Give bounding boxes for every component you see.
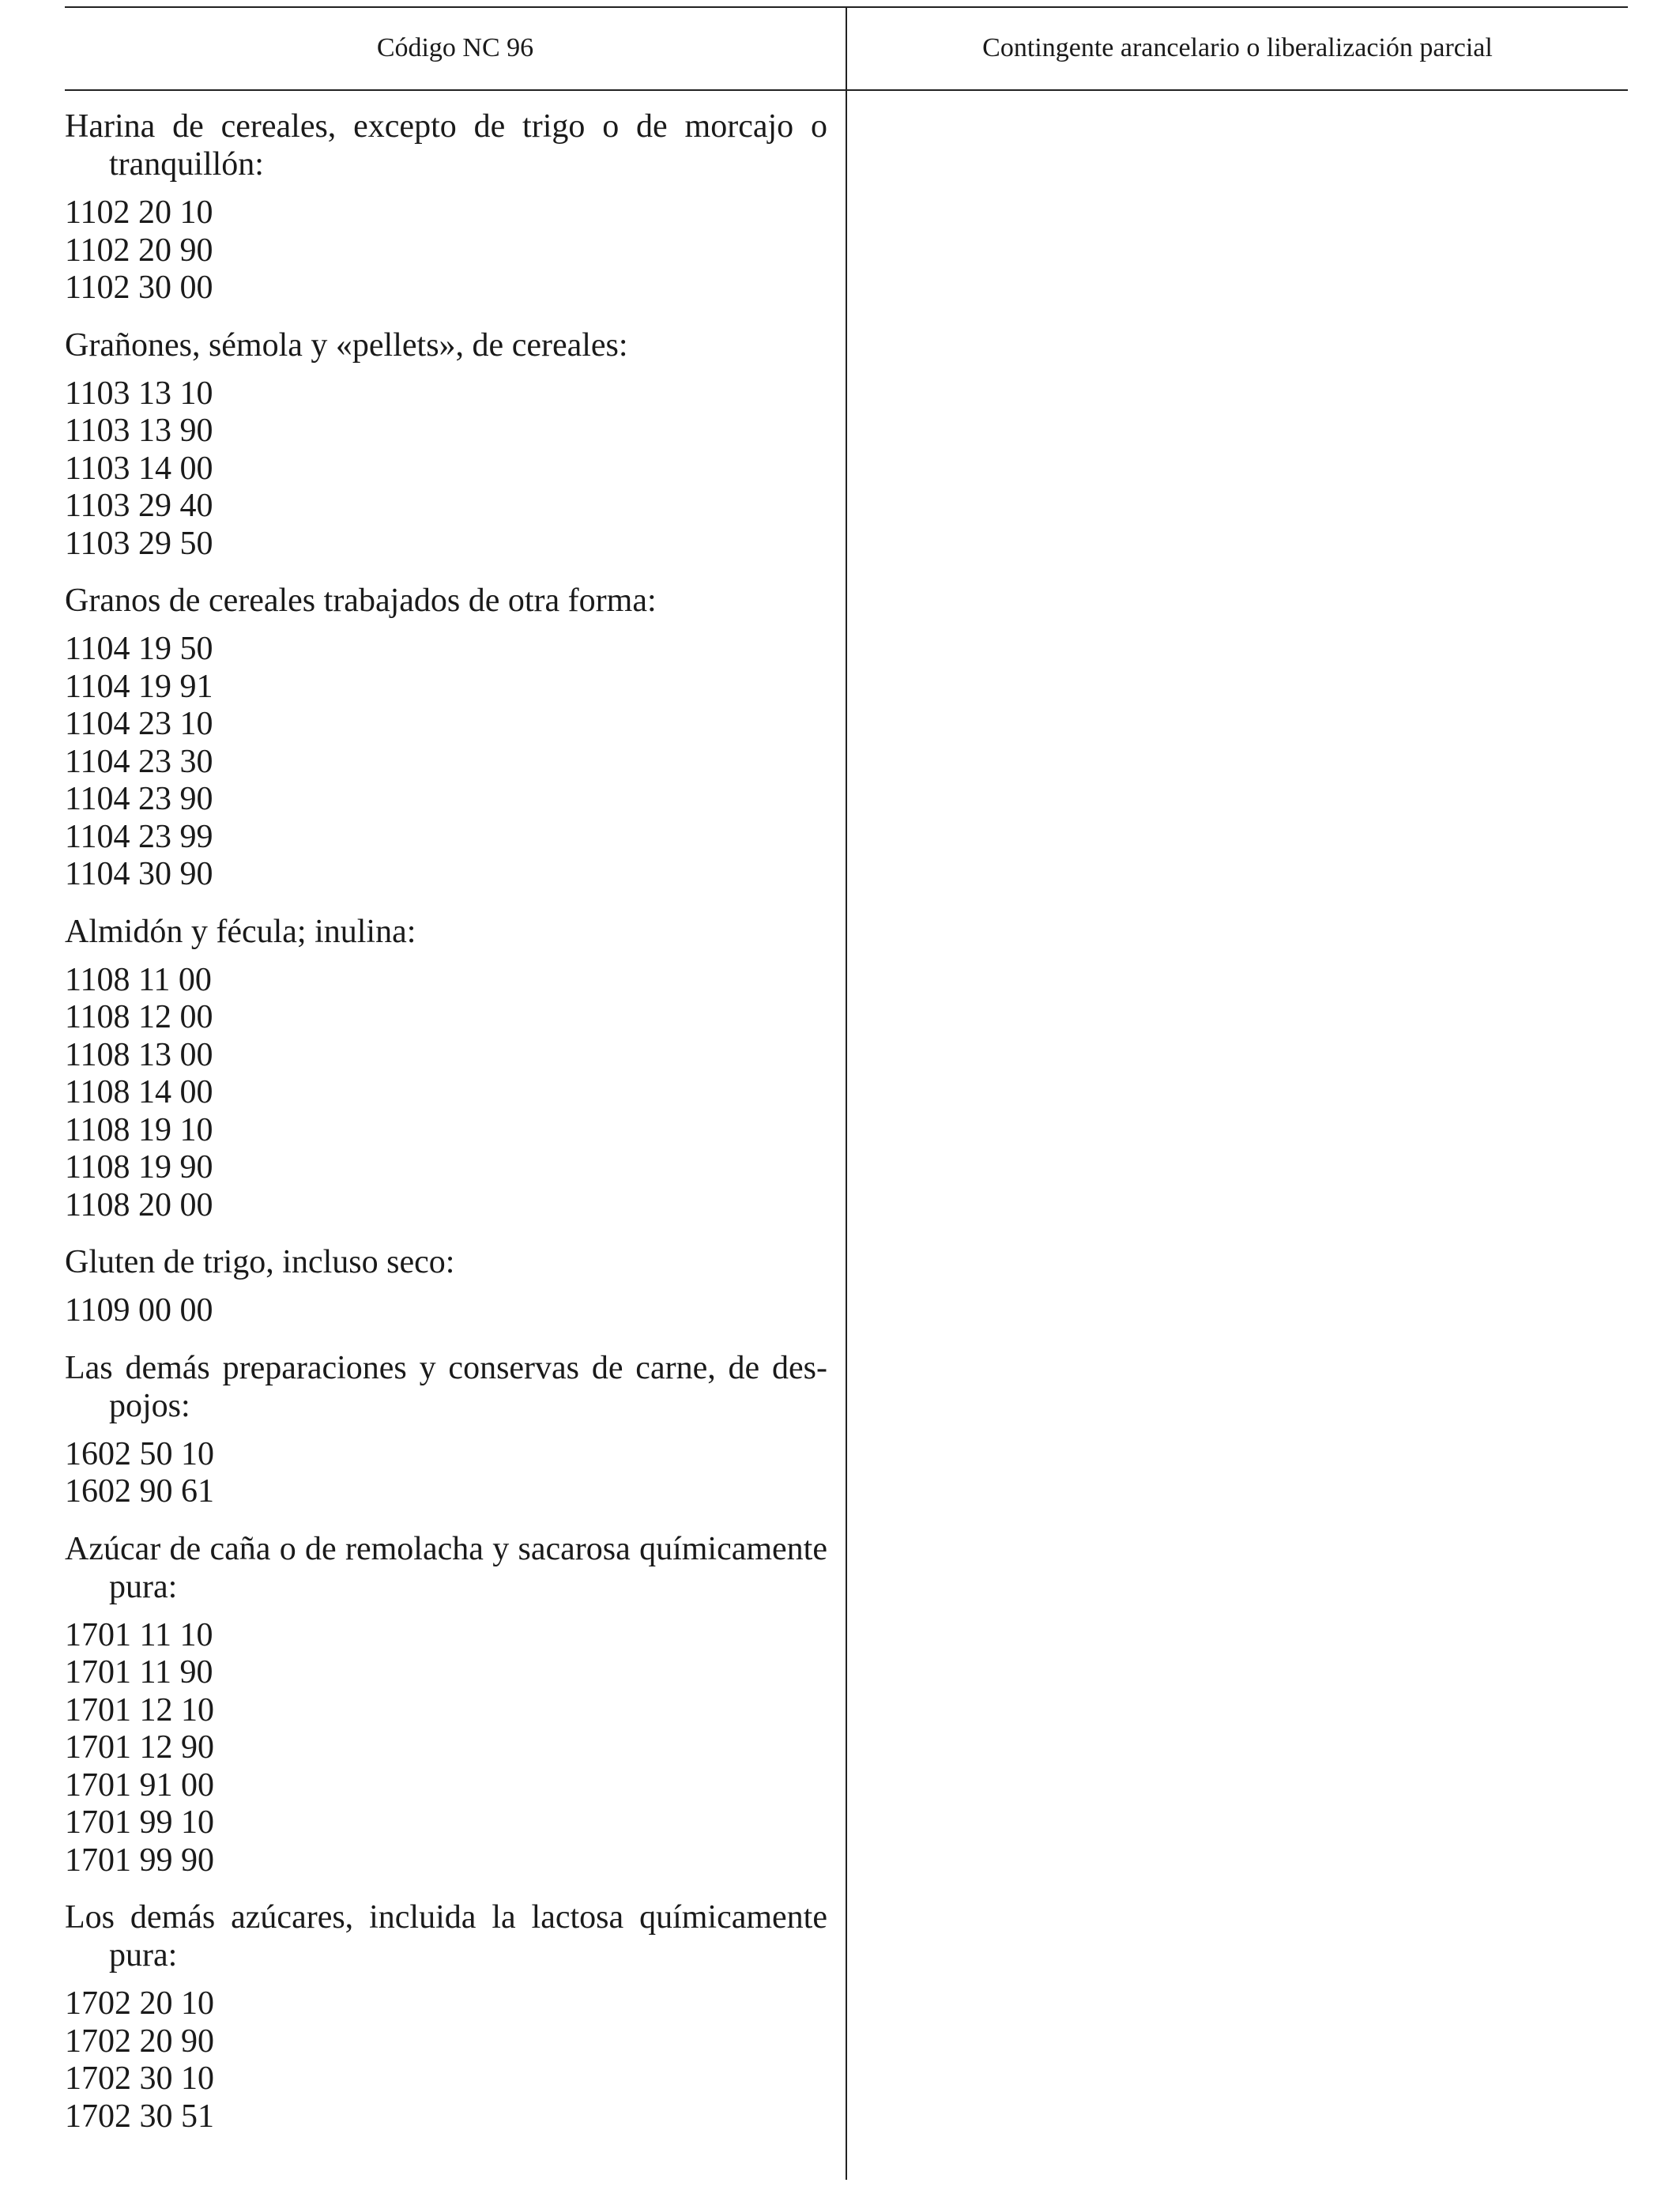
group-title: Las demás preparaciones y conservas de carne, de despojos:: [65, 1349, 827, 1424]
product-group: [65, 326, 827, 564]
cn-code: 1108 19 90: [65, 1149, 213, 1186]
code-column: [65, 107, 827, 2136]
cn-code: 1701 99 90: [65, 1842, 214, 1879]
cn-code: 1702 30 10: [65, 2060, 214, 2097]
cn-code: 1104 23 90: [65, 781, 213, 817]
code-list: [65, 194, 827, 307]
cn-code: 1108 20 00: [65, 1186, 213, 1223]
cn-code: 1104 19 50: [65, 631, 213, 667]
cn-code: 1102 20 90: [65, 232, 213, 269]
cn-code: 1108 13 00: [65, 1036, 213, 1073]
cn-code: 1702 30 51: [65, 2098, 214, 2135]
product-group: [65, 1349, 827, 1511]
cn-code: 1701 11 10: [65, 1616, 213, 1653]
cn-code: 1103 29 50: [65, 525, 213, 562]
code-list: [65, 631, 827, 894]
cn-code: 1104 19 91: [65, 668, 213, 705]
cn-code: 1108 19 10: [65, 1111, 213, 1148]
code-list: [65, 1292, 827, 1330]
product-group: [65, 582, 827, 894]
cn-code: 1103 29 40: [65, 488, 213, 524]
cn-code: 1108 12 00: [65, 999, 213, 1035]
product-group: [65, 107, 827, 307]
group-title: Azúcar de caña o de remolacha y sacarosa químicamente pura:: [65, 1530, 827, 1605]
code-list: [65, 1436, 827, 1511]
cn-code: 1103 13 90: [65, 413, 213, 449]
cn-code: 1602 90 61: [65, 1473, 214, 1510]
cn-code: 1104 23 99: [65, 818, 213, 855]
cn-code: 1104 23 10: [65, 706, 213, 742]
cn-code: 1602 50 10: [65, 1435, 214, 1472]
column-header-quota: Contingente arancelario o liberalización parcial: [982, 32, 1493, 62]
cn-code: 1701 12 90: [65, 1729, 214, 1766]
group-title: Grañones, sémola y «pellets», de cereales:: [65, 326, 628, 364]
cn-code: 1104 30 90: [65, 856, 213, 892]
group-title: Harina de cereales, excepto de trigo o de morcajo o tranquillón:: [65, 108, 827, 183]
cn-code: 1103 13 10: [65, 375, 213, 412]
cn-code: 1108 14 00: [65, 1074, 213, 1110]
cn-code: 1108 11 00: [65, 961, 212, 998]
cn-code: 1702 20 90: [65, 2022, 214, 2060]
cn-code: 1701 91 00: [65, 1766, 214, 1804]
cn-code: 1702 20 10: [65, 1985, 214, 2022]
column-divider: [846, 6, 847, 2180]
product-group: [65, 1530, 827, 1880]
code-list: [65, 375, 827, 564]
group-title: Granos de cereales trabajados de otra forma:: [65, 582, 657, 619]
code-list: [65, 1617, 827, 1880]
product-group: [65, 1898, 827, 2136]
cn-code: 1102 20 10: [65, 194, 213, 231]
cn-code: 1701 11 90: [65, 1654, 213, 1691]
cn-code: 1701 12 10: [65, 1691, 214, 1728]
group-title: Gluten de trigo, incluso seco:: [65, 1244, 455, 1280]
cn-code: 1109 00 00: [65, 1292, 213, 1329]
cn-code: 1103 14 00: [65, 450, 213, 487]
cn-code: 1701 99 10: [65, 1804, 214, 1841]
cn-code: 1104 23 30: [65, 743, 213, 780]
product-group: [65, 1243, 827, 1330]
column-header-code: Código NC 96: [376, 32, 534, 62]
group-title: Los demás azúcares, incluida la lactosa químicamente pura:: [65, 1899, 827, 1973]
group-title: Almidón y fécula; inulina:: [65, 913, 416, 950]
code-list: [65, 962, 827, 1225]
cn-code: 1102 30 00: [65, 270, 213, 306]
product-group: [65, 913, 827, 1225]
code-list: [65, 1985, 827, 2136]
